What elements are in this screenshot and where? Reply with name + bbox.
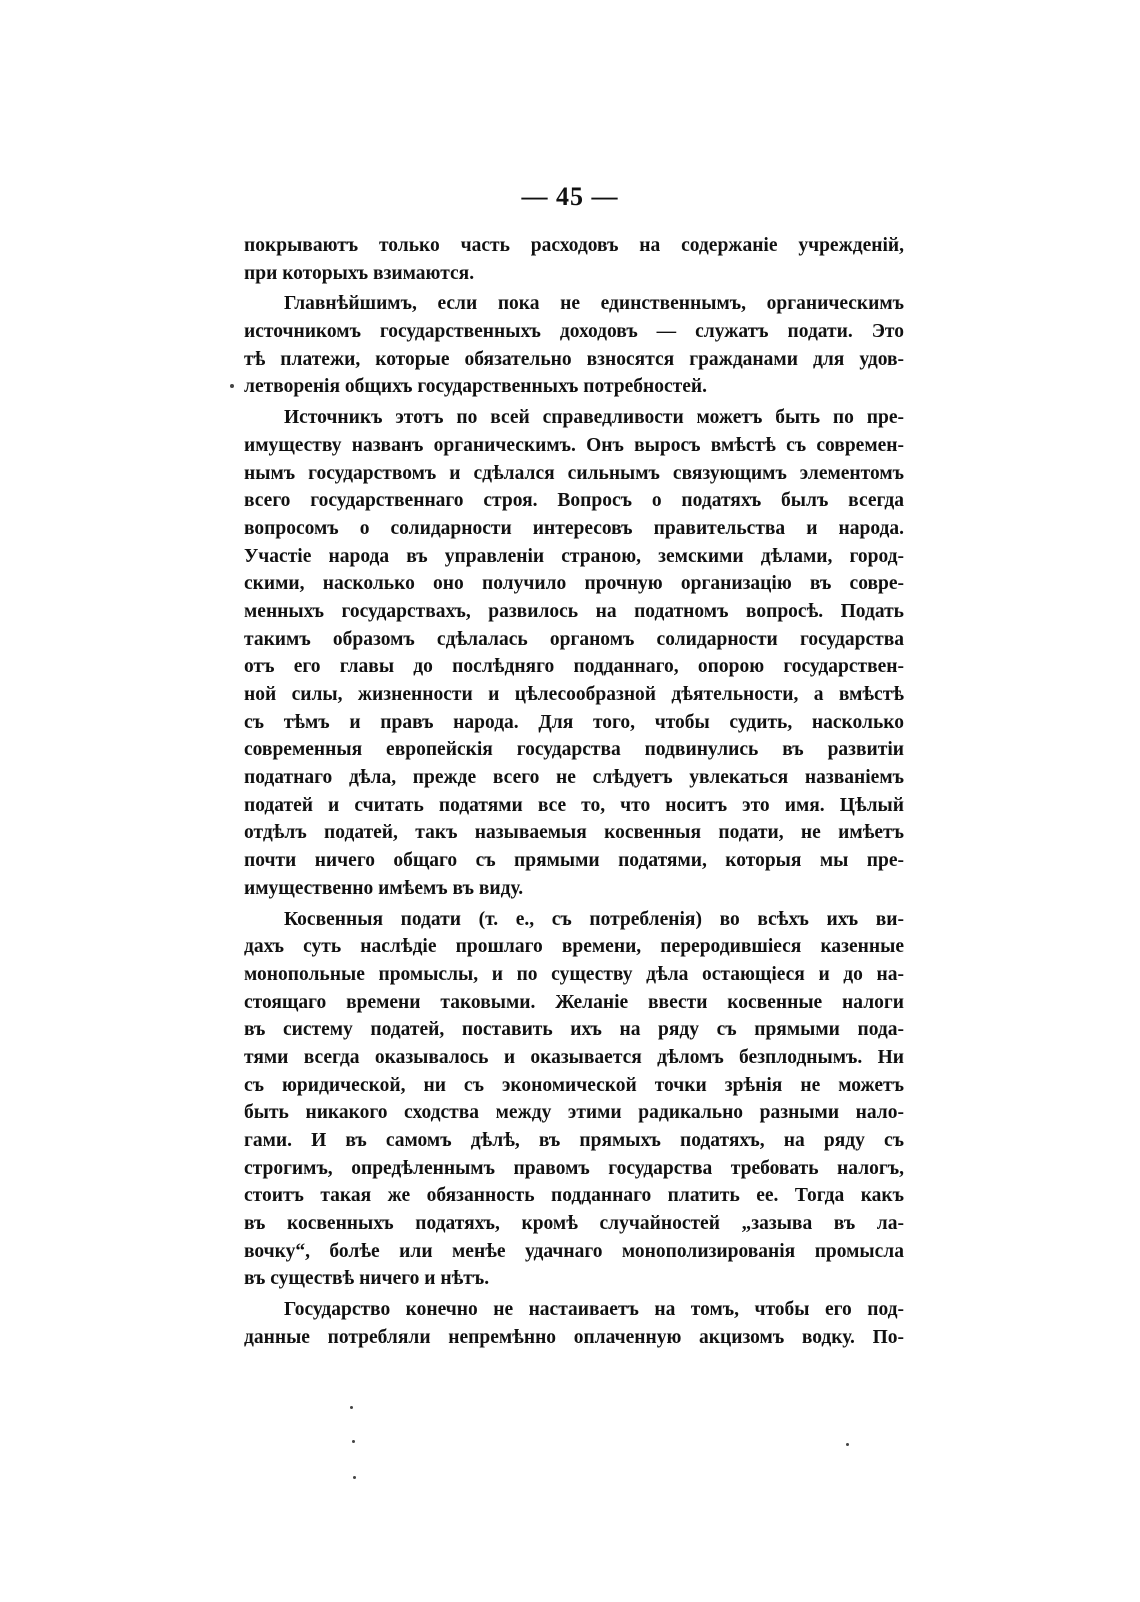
- text-line: летворенія общихъ государственныхъ потребностей.: [244, 376, 707, 398]
- text-line: скими, насколько оно получило прочную организацію въ совре-: [244, 573, 904, 595]
- body-text: [244, 232, 904, 1355]
- text-line: стоитъ такая же обязанность подданнаго платить ее. Тогда какъ: [244, 1185, 904, 1207]
- scan-speck: [846, 1443, 849, 1446]
- scan-speck: [350, 1406, 353, 1409]
- text-line: гами. И въ самомъ дѣлѣ, въ прямыхъ податяхъ, на ряду съ: [244, 1130, 904, 1151]
- text-line: вопросомъ о солидарности интересовъ правительства и народа.: [244, 517, 904, 539]
- text-line: отдѣлъ податей, такъ называемыя косвенныя подати, не имѣетъ: [244, 822, 904, 844]
- text-line: менныхъ государствахъ, развилось на податномъ вопросѣ. Подать: [244, 600, 904, 622]
- text-line: всего государственнаго строя. Вопросъ о податяхъ былъ всегда: [244, 490, 904, 512]
- text-line: отъ его главы до послѣдняго подданнаго, опорою государствен-: [244, 656, 904, 678]
- text-line: вочку“, болѣе или менѣе удачнаго монополизированія промысла: [244, 1240, 904, 1262]
- paragraph: [244, 906, 904, 1294]
- text-line: почти ничего общаго съ прямыми податями, которыя мы пре-: [244, 850, 904, 872]
- paragraph: [244, 290, 904, 401]
- text-line: имущественно имѣемъ въ виду.: [244, 877, 524, 899]
- text-line: тѣ платежи, которые обязательно взносятся гражданами для удов-: [244, 348, 904, 370]
- paragraph: [244, 404, 904, 902]
- scan-speck: [353, 1476, 356, 1479]
- text-line: съ тѣмъ и правъ народа. Для того, чтобы судить, насколько: [244, 711, 904, 733]
- text-line: въ существѣ ничего и нѣтъ.: [244, 1268, 490, 1290]
- text-line: Участіе народа въ управленіи страною, земскими дѣлами, город-: [244, 545, 904, 567]
- text-line: покрываютъ только часть расходовъ на содержаніе учрежденій,: [244, 235, 904, 256]
- text-line: въ косвенныхъ податяхъ, кромѣ случайностей „зазыва въ ла-: [244, 1213, 904, 1235]
- paragraph: [244, 1296, 904, 1351]
- text-line: Государство конечно не настаиваетъ на томъ, чтобы его под-: [284, 1299, 904, 1321]
- page-number: — 45 —: [521, 182, 619, 211]
- text-line: стоящаго времени таковыми. Желаніе ввести косвенные налоги: [244, 991, 904, 1013]
- text-line: въ систему податей, поставить ихъ на ряду съ прямыми пода-: [244, 1019, 904, 1041]
- scan-speck: [230, 384, 234, 388]
- text-line: Главнѣйшимъ, если пока не единственнымъ, органическимъ: [284, 293, 904, 315]
- text-line: ной силы, жизненности и цѣлесообразной дѣятельности, а вмѣстѣ: [244, 684, 904, 705]
- text-line: податей и считать податями все то, что носитъ это имя. Цѣлый: [244, 794, 904, 816]
- paragraph: [244, 232, 904, 287]
- text-line: быть никакого сходства между этими радикально разными нало-: [244, 1102, 904, 1124]
- text-line: Источникъ этотъ по всей справедливости можетъ быть по пре-: [284, 407, 904, 429]
- text-line: Косвенныя подати (т. е., съ потребленія) во всѣхъ ихъ ви-: [284, 908, 904, 930]
- text-line: податнаго дѣла, прежде всего не слѣдуетъ увлекаться названіемъ: [244, 767, 904, 789]
- text-line: строгимъ, опредѣленнымъ правомъ государства требовать налогъ,: [244, 1157, 904, 1179]
- text-line: тями всегда оказывалось и оказывается дѣломъ безплоднымъ. Ни: [244, 1046, 904, 1068]
- scan-speck: [352, 1440, 355, 1443]
- text-line: дахъ суть наслѣдіе прошлаго времени, переродившіеся казенные: [244, 936, 904, 958]
- text-line: такимъ образомъ сдѣлалась органомъ солидарности государства: [244, 628, 904, 650]
- text-line: источникомъ государственныхъ доходовъ — служатъ подати. Это: [244, 321, 904, 343]
- text-line: при которыхъ взимаются.: [244, 262, 475, 284]
- text-line: монопольные промыслы, и по существу дѣла остающіеся и до на-: [244, 963, 904, 985]
- text-line: данные потребляли непремѣнно оплаченную акцизомъ водку. По-: [244, 1326, 904, 1348]
- text-line: имуществу названъ органическимъ. Онъ выросъ вмѣстѣ съ современ-: [244, 434, 904, 456]
- text-line: съ юридической, ни съ экономической точки зрѣнія не можетъ: [244, 1074, 904, 1096]
- text-line: нымъ государствомъ и сдѣлался сильнымъ связующимъ элементомъ: [244, 462, 904, 484]
- text-line: современныя европейскія государства подвинулись въ развитіи: [244, 739, 904, 761]
